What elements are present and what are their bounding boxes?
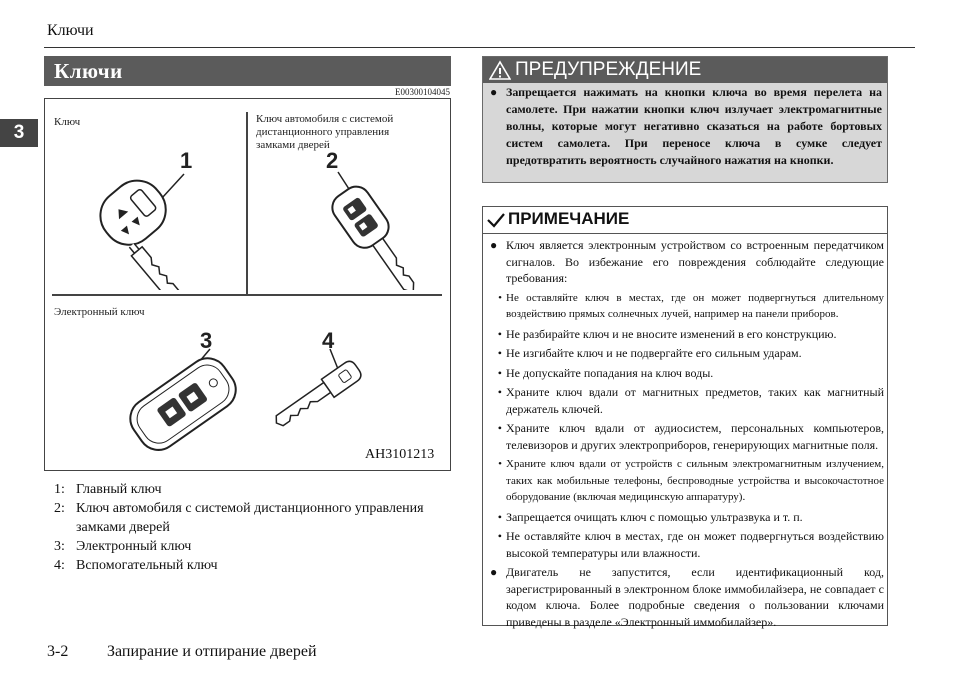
electronic-key-illustration <box>110 345 250 455</box>
figure-divider-vertical <box>246 112 248 295</box>
figure-code: AH3101213 <box>365 447 435 462</box>
chapter-tab: 3 <box>0 119 38 147</box>
note-subitem: • Не изгибайте ключ и не подвергайте его сильным ударам. <box>497 346 802 360</box>
running-header: Ключи <box>47 22 94 39</box>
legend-item: 2: Ключ автомобиля с системой дистанционного управления замками дверей <box>54 501 424 535</box>
header-rule <box>44 47 915 48</box>
bullet-icon: ● <box>490 85 498 99</box>
main-key-illustration <box>80 170 210 290</box>
callout-2: 2 <box>326 148 339 173</box>
note-subitem: • Не оставляйте ключ в местах, где он может подвергнуться длительному воздействию прямых солнечных лучей, например на панели приборов. <box>498 291 884 320</box>
note-subitem: • Не оставляйте ключ в местах, где он может подвергнуться воздействию высокой температуры или влажности. <box>497 529 884 560</box>
callout-4: 4 <box>322 328 335 353</box>
figure-legend <box>54 480 454 575</box>
note-content <box>486 237 884 630</box>
section-code: E00300104045 <box>395 87 450 97</box>
callout-1: 1 <box>180 148 193 173</box>
warning-title: ПРЕДУПРЕЖДЕНИЕ <box>515 59 702 80</box>
callout-3: 3 <box>200 328 213 353</box>
legend-item: 3: Электронный ключ <box>54 539 192 554</box>
note-subitem: • Запрещается очищать ключ с помощью ультразвука и т. п. <box>497 509 803 524</box>
checkmark-icon <box>486 211 506 229</box>
remote-key-illustration <box>300 170 420 290</box>
bullet-icon: ● <box>490 238 498 252</box>
label-remote-key: Ключ автомобиля с системой дистанционного управления замками дверей <box>256 113 394 151</box>
legend-item: 4: Вспомогательный ключ <box>54 558 218 573</box>
bullet-icon: ● <box>490 565 498 579</box>
section-title: Ключи <box>44 56 451 86</box>
page-number: 3-2 <box>47 643 69 660</box>
note-subitem: • Не разбирайте ключ и не вносите изменений в его конструкцию. <box>497 326 837 341</box>
warning-triangle-icon <box>489 60 511 80</box>
note-subitem: • Не допускайте попадания на ключ воды. <box>497 365 714 380</box>
warning-header <box>483 57 887 83</box>
legend-item: 1: Главный ключ <box>54 482 162 497</box>
note-subitem: • Храните ключ вдали от магнитных предметов, таких как магнитный держатель ключей. <box>497 385 884 416</box>
note-subitem: • Храните ключ вдали от аудиосистем, персональных компьютеров, телевизоров и других электроприборов, генерирующих магнитные поля. <box>497 421 884 452</box>
note-subitem: • Храните ключ вдали от устройств с сильным электромагнитным излучением, таких как мобильные телефоны, беспроводные устройства и высокочастотное оборудование (включая медицинскую аппаратуру). <box>498 458 884 503</box>
note-bullet: ● Двигатель не запустится, если идентификационный код, зарегистрированный в электронном блоке иммобилайзера, не совпадает с кодом ключа. Более подробные сведения о пользовании ключами приведены в разделе «Электронный иммобилайзер». <box>486 564 884 630</box>
note-title: ПРИМЕЧАНИЕ <box>508 209 630 228</box>
footer-title: Запирание и отпирание дверей <box>107 643 317 660</box>
note-bullet: ● Ключ является электронным устройством со встроенным передатчиком сигналов. Во избежание его повреждения соблюдайте следующие требования: <box>486 237 884 287</box>
label-electronic-key: Электронный ключ <box>54 306 145 318</box>
page-footer <box>47 643 317 661</box>
warning-content: ● Запрещается нажимать на кнопки ключа во время перелета на самолете. При нажатии кнопки ключ излучает электромагнитные волны, которые могут негативно сказаться на работе бортовых систем самолета. При переносе ключа в сумке следует предотвратить вероятность случайного нажатия на кнопки. <box>486 84 882 169</box>
note-rule <box>483 233 887 234</box>
auxiliary-key-illustration <box>270 345 380 445</box>
figure-divider-horizontal <box>52 294 442 296</box>
label-key: Ключ <box>54 116 81 128</box>
